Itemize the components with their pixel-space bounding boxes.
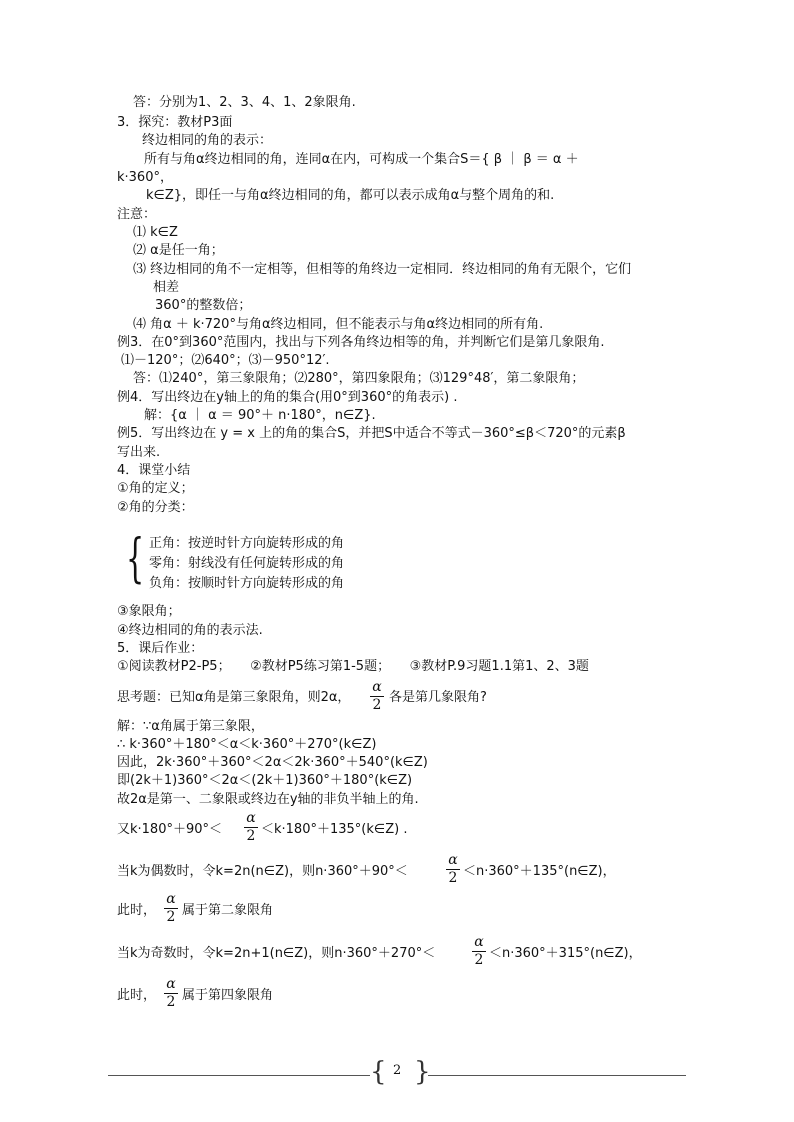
fraction-denominator: 2 bbox=[372, 697, 382, 713]
note-2: ⑵ α是任一角； bbox=[133, 243, 224, 258]
note-3: ⑶ 终边相同的角不一定相等，但相等的角终边一定相同．终边相同的角有无限个，它们 bbox=[133, 262, 632, 277]
fraction-alpha-over-2 bbox=[164, 892, 178, 925]
summary-item-3: ③象限角； bbox=[117, 604, 181, 619]
left-brace: { bbox=[126, 529, 145, 589]
homework-line: ①阅读教材P2-P5； ②教材P5练习第1-5题； ③教材P.9习题1.1第1、2、3题 bbox=[117, 659, 589, 674]
odd-conclusion: 属于第四象限角 bbox=[182, 988, 274, 1003]
think-question-tail: 各是第几象限角? bbox=[389, 690, 487, 705]
note-4: ⑷ 角α ＋ k·720°与角α终边相同，但不能表示与角α终边相同的所有角. bbox=[133, 317, 544, 332]
fraction-numerator: α bbox=[246, 810, 256, 826]
section-5-heading: 5．课后作业： bbox=[117, 641, 204, 656]
note-3-tail: 360°的整数倍； bbox=[155, 298, 252, 313]
section-3-heading: 3．探究：教材P3面 bbox=[117, 115, 233, 130]
fraction-alpha-over-2 bbox=[370, 680, 384, 713]
section-4-heading: 4．课堂小结 bbox=[117, 463, 191, 478]
example-3: 例3．在0°到360°范围内，找出与下列各角终边相等的角，并判断它们是第几象限角. bbox=[117, 335, 605, 350]
fraction-denominator: 2 bbox=[246, 828, 256, 844]
set-definition-cont: k·360°， bbox=[117, 170, 173, 185]
example-5-cont: 写出来. bbox=[117, 445, 161, 460]
fraction-denominator: 2 bbox=[166, 994, 176, 1010]
fraction-alpha-over-2 bbox=[244, 811, 258, 844]
page-bracket-right: } bbox=[414, 1057, 431, 1087]
fraction-numerator: α bbox=[372, 679, 382, 695]
zero-angle: 零角：射线没有任何旋转形成的角 bbox=[149, 556, 345, 571]
fraction-alpha-over-2 bbox=[164, 977, 178, 1010]
fraction-alpha-over-2 bbox=[446, 853, 460, 886]
fraction-numerator: α bbox=[448, 852, 458, 868]
fraction-denominator: 2 bbox=[166, 909, 176, 925]
fraction-alpha-over-2 bbox=[472, 935, 486, 968]
solution-line-1: 解：∵α角属于第三象限， bbox=[117, 719, 264, 734]
positive-angle: 正角：按逆时针方向旋转形成的角 bbox=[149, 536, 345, 551]
answer-line: 答：分别为1、2、3、4、1、2象限角. bbox=[133, 95, 356, 110]
negative-angle: 负角：按顺时针方向旋转形成的角 bbox=[149, 576, 345, 591]
summary-item-1: ①角的定义； bbox=[117, 481, 194, 496]
odd-conclusion-prefix: 此时， bbox=[117, 988, 157, 1003]
example-4: 例4．写出终边在y轴上的角的集合(用0°到360°的角表示) . bbox=[117, 390, 458, 405]
odd-case-line: 当k为奇数时，令k=2n+1(n∈Z)，则n·360°＋270°＜ bbox=[117, 946, 436, 961]
inequality-line: 又k·180°＋90°＜ bbox=[117, 822, 223, 837]
fraction-numerator: α bbox=[166, 891, 176, 907]
footer-rule-right bbox=[428, 1075, 686, 1076]
example-4-solution: 解：{α ｜ α ＝ 90°＋ n·180°，n∈Z}. bbox=[144, 408, 376, 423]
even-case-line: 当k为偶数时，令k=2n(n∈Z)，则n·360°＋90°＜ bbox=[117, 864, 408, 879]
even-case-tail: ＜n·360°＋135°(n∈Z)， bbox=[463, 864, 616, 879]
summary-item-4: ④终边相同的角的表示法. bbox=[117, 623, 263, 638]
even-conclusion: 属于第二象限角 bbox=[182, 903, 274, 918]
fraction-numerator: α bbox=[474, 934, 484, 950]
think-question: 思考题：已知α角是第三象限角，则2α， bbox=[117, 690, 351, 705]
solution-line-5: 故2α是第一、二象限或终边在y轴的非负半轴上的角. bbox=[117, 792, 419, 807]
solution-line-3: 因此，2k·360°＋360°＜2α＜2k·360°＋540°(k∈Z) bbox=[117, 755, 428, 770]
page-number: 2 bbox=[393, 1063, 402, 1078]
page-bracket-left: { bbox=[370, 1057, 387, 1087]
inequality-line-tail: ＜k·180°＋135°(k∈Z) . bbox=[261, 822, 408, 837]
footer-rule-left bbox=[108, 1075, 370, 1076]
example-3-items: ⑴－120°；⑵640°；⑶－950°12′. bbox=[121, 353, 330, 368]
fraction-numerator: α bbox=[166, 976, 176, 992]
note-3-cont: 相差 bbox=[153, 280, 180, 295]
even-conclusion-prefix: 此时， bbox=[117, 903, 157, 918]
solution-line-4: 即(2k＋1)360°＜2α＜(2k＋1)360°＋180°(k∈Z) bbox=[117, 773, 413, 788]
set-definition-line: 所有与角α终边相同的角，连同α在内，可构成一个集合S＝{ β ｜ β ＝ α ＋ bbox=[144, 152, 579, 167]
subheading-same-terminal: 终边相同的角的表示： bbox=[142, 133, 273, 148]
fraction-denominator: 2 bbox=[474, 952, 484, 968]
note-1: ⑴ k∈Z bbox=[133, 225, 178, 240]
set-definition-tail: k∈Z}，即任一与角α终边相同的角，都可以表示成角α与整个周角的和. bbox=[146, 188, 555, 203]
summary-item-2: ②角的分类： bbox=[117, 500, 194, 515]
fraction-denominator: 2 bbox=[448, 870, 458, 886]
odd-case-tail: ＜n·360°＋315°(n∈Z)， bbox=[489, 946, 642, 961]
solution-line-2: ∴ k·360°＋180°＜α＜k·360°＋270°(k∈Z) bbox=[117, 737, 377, 752]
notes-heading: 注意： bbox=[117, 207, 157, 222]
example-3-answer: 答：⑴240°，第三象限角；⑵280°，第四象限角；⑶129°48′，第二象限角； bbox=[133, 371, 585, 386]
example-5: 例5．写出终边在 y = x 上的角的集合S，并把S中适合不等式－360°≤β＜720°的元素β bbox=[117, 426, 626, 441]
